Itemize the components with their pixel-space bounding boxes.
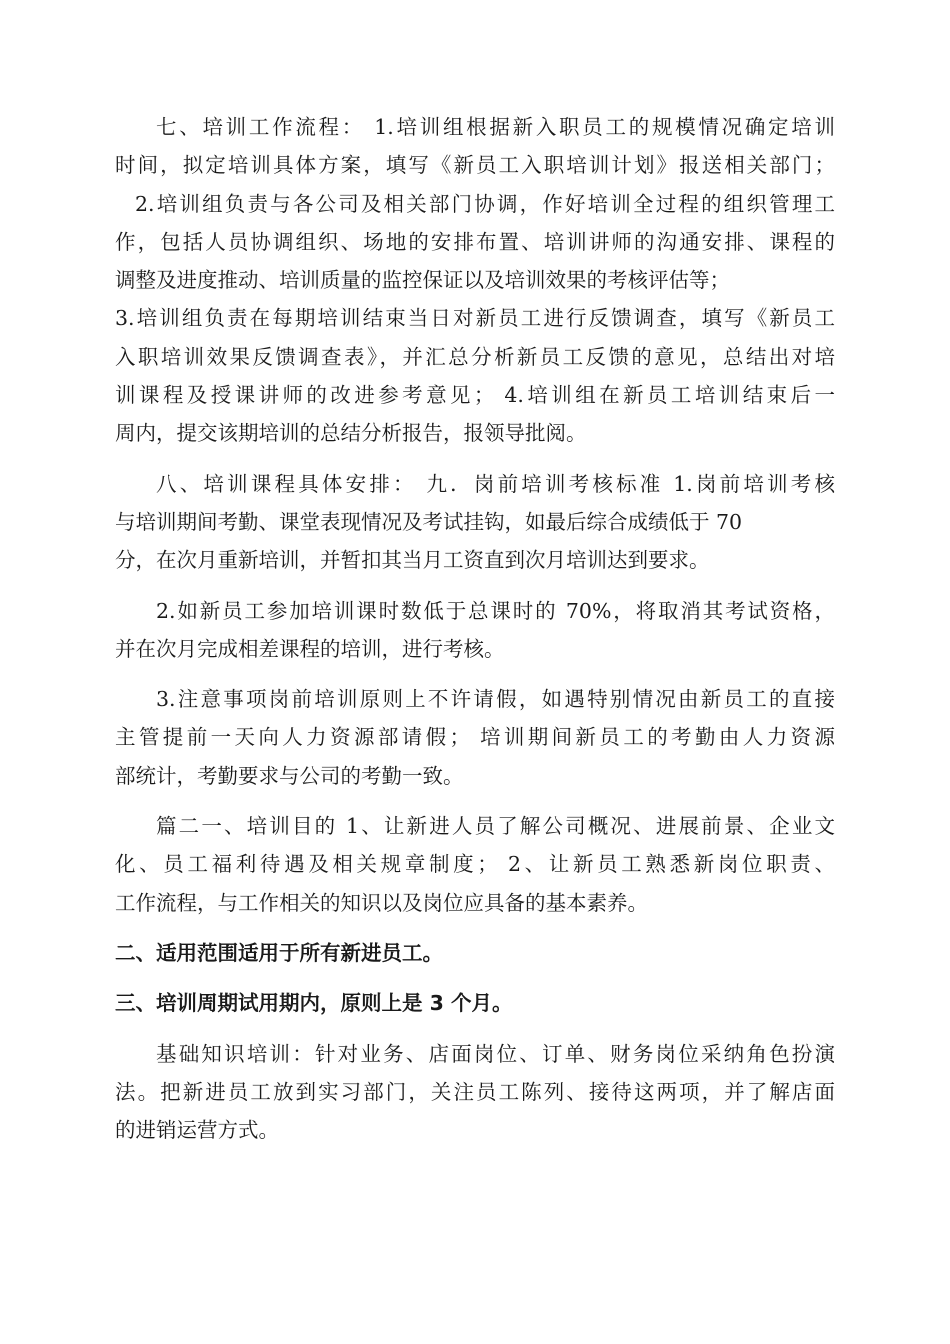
paragraph-basic-training [115,1035,835,1150]
text-line: 3.培训组负责在每期培训结束当日对新员工进行反馈调查，填写《新员工 [115,306,835,331]
text-line: 工作流程，与工作相关的知识以及岗位应具备的基本素养。 [115,890,648,915]
text-line: 调整及进度推动、培训质量的监控保证以及培训效果的考核评估等； [115,268,730,293]
paragraph-training-workflow [115,108,835,453]
text-line: 2.培训组负责与各公司及相关部门协调，作好培训全过程的组织管理工 [135,191,835,216]
text-line: 与培训期间考勤、课堂表现情况及考试挂钩，如最后综合成绩低于 70 [115,509,743,534]
text-line: 基础知识培训：针对业务、店面岗位、订单、财务岗位采纳角色扮演 [156,1041,835,1066]
text-line: 部统计，考勤要求与公司的考勤一致。 [115,763,464,788]
paragraph-attendance-rule [115,592,835,669]
text-line: 法。把新进员工放到实习部门，关注员工陈列、接待这两项，并了解店面 [115,1079,835,1104]
heading-scope: 二、适用范围适用于所有新进员工。 [115,940,443,965]
heading-training-period: 三、培训周期试用期内，原则上是 3 个月。 [115,991,513,1016]
text-line: 主管提前一天向人力资源部请假； 培训期间新员工的考勤由人力资源 [115,725,835,750]
text-line: 分，在次月重新培训，并暂扣其当月工资直到次月培训达到要求。 [115,548,710,573]
paragraph-leave-rule [115,680,835,795]
paragraph-training-purpose [115,807,835,922]
text-line: 时间，拟定培训具体方案，填写《新员工入职培训计划》报送相关部门； [115,153,835,178]
text-line: 七、培训工作流程： 1.培训组根据新入职员工的规模情况确定培训 [156,115,835,139]
document-page [115,108,835,1161]
text-line: 篇二一、培训目的 1、让新进人员了解公司概况、进展前景、企业文 [156,814,835,839]
text-line: 的进销运营方式。 [115,1118,279,1143]
text-line: 化、员工福利待遇及相关规章制度； 2、让新员工熟悉新岗位职责、 [115,852,835,877]
text-line: 训课程及授课讲师的改进参考意见； 4.培训组在新员工培训结束后一 [115,383,835,408]
text-line: 3.注意事项岗前培训原则上不许请假，如遇特别情况由新员工的直接 [156,687,835,712]
paragraph-course-arrangement [115,465,835,580]
text-line: 入职培训效果反馈调查表》，并汇总分析新员工反馈的意见，总结出对培 [115,344,835,369]
text-line: 八、培训课程具体安排： 九．岗前培训考核标准 1.岗前培训考核 [156,471,835,496]
text-line: 并在次月完成相差课程的培训，进行考核。 [115,636,505,661]
text-line: 作，包括人员协调组织、场地的安排布置、培训讲师的沟通安排、课程的 [115,229,835,254]
text-line: 周内，提交该期培训的总结分析报告，报领导批阅。 [115,421,587,446]
text-line: 2.如新员工参加培训课时数低于总课时的 70%，将取消其考试资格， [156,598,835,623]
